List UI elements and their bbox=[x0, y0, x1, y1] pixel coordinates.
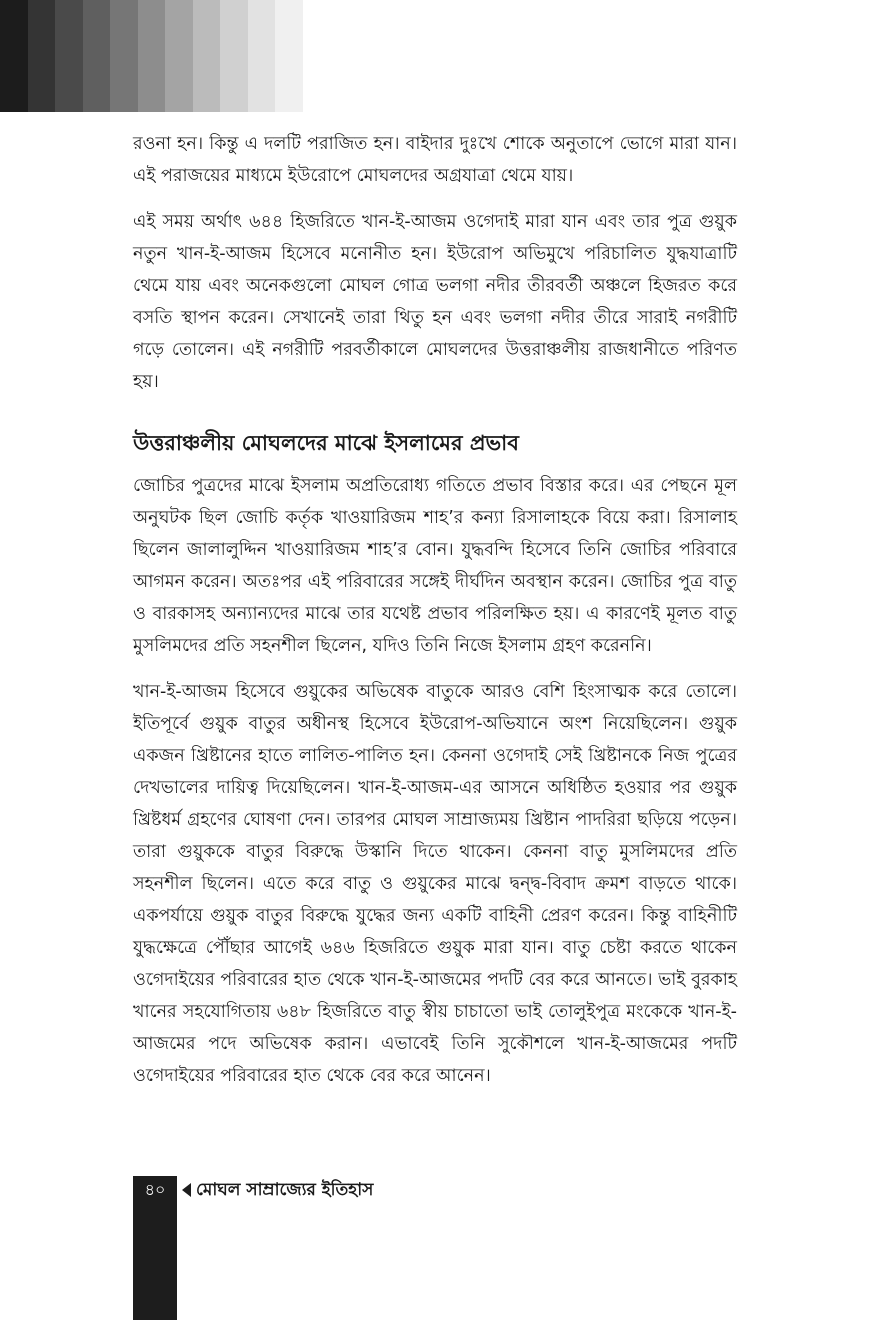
paragraph: খান-ই-আজম হিসেবে গুয়ুকের অভিষেক বাতুকে আরও বেশি হিংসাত্মক করে তোলে। ইতিপূর্বে গুয়ুক বাতুর অধীনস্থ হিসেবে ইউরোপ-অভিযানে অংশ নিয়েছিলেন। গুয়ুক একজন খ্রিষ্টানের হাতে লালিত-পালিত হন। কেননা ওগেদাই সেই খ্রিষ্টানকে নিজ পুত্রের দেখভালের দায়িত্ব দিয়েছিলেন। খান-ই-আজম-এর আসনে অধিষ্ঠিত হওয়ার পর গুয়ুক খ্রিষ্টধর্ম গ্রহণের ঘোষণা দেন। তারপর মোঘল সাম্রাজ্যময় খ্রিষ্টান পাদরিরা ছড়িয়ে পড়েন। তারা গুয়ুককে বাতুর বিরুদ্ধে উস্কানি দিতে থাকেন। কেননা বাতু মুসলিমদের প্রতি সহনশীল ছিলেন। এতে করে বাতু ও গুয়ুকের মাঝে দ্বন্দ্ব-বিবাদ ক্রমশ বাড়তে থাকে। একপর্যায়ে গুয়ুক বাতুর বিরুদ্ধে যুদ্ধের জন্য একটি বাহিনী প্রেরণ করেন। কিন্তু বাহিনীটি যুদ্ধক্ষেত্রে পৌঁছার আগেই ৬৪৬ হিজরিতে গুয়ুক মারা যান। বাতু চেষ্টা করতে থাকেন ওগেদাইয়ের পরিবারের হাত থেকে খান-ই-আজমের পদটি বের করে আনতে। ভাই বুরকাহ খানের সহযোগিতায় ৬৪৮ হিজরিতে বাতু স্বীয় চাচাতো ভাই তোলুইপুত্র মংকেকে খান-ই-আজমের পদে অভিষেক করান। এভাবেই তিনি সুকৌশলে খান-ই-আজমের পদটি ওগেদাইয়ের পরিবারের হাত থেকে বের করে আনেন। bbox=[133, 682, 737, 1086]
gray-swatch bbox=[220, 0, 248, 112]
gray-swatch bbox=[83, 0, 111, 112]
gray-swatch bbox=[0, 0, 28, 112]
gray-swatch bbox=[55, 0, 83, 112]
paragraph: রওনা হন। কিন্তু এ দলটি পরাজিত হন। বাইদার দুঃখে শোকে অনুতাপে ভোগে মারা যান। এই পরাজয়ের মাধ্যমে ইউরোপে মোঘলদের অগ্রযাত্রা থেমে যায়। bbox=[133, 134, 737, 186]
gray-swatch bbox=[28, 0, 56, 112]
gray-swatch bbox=[275, 0, 303, 112]
gray-swatch bbox=[110, 0, 138, 112]
gray-swatch bbox=[248, 0, 276, 112]
page-number: ৪০ bbox=[144, 1180, 166, 1199]
grayscale-strip bbox=[0, 0, 303, 112]
gray-swatch bbox=[165, 0, 193, 112]
paragraph: এই সময় অর্থাৎ ৬৪৪ হিজরিতে খান-ই-আজম ওগেদাই মারা যান এবং তার পুত্র গুয়ুক নতুন খান-ই-আজম হিসেবে মনোনীত হন। ইউরোপ অভিমুখে পরিচালিত যুদ্ধযাত্রাটি থেমে যায় এবং অনেকগুলো মোঘল গোত্র ভলগা নদীর তীরবর্তী অঞ্চলে হিজরত করে বসতি স্থাপন করেন। সেখানেই তারা থিতু হন এবং ভলগা নদীর তীরে সারাই নগরীটি গড়ে তোলেন। এই নগরীটি পরবর্তীকালে মোঘলদের উত্তরাঞ্চলীয় রাজধানীতে পরিণত হয়। bbox=[133, 212, 737, 392]
gray-swatch bbox=[138, 0, 166, 112]
book-title: মোঘল সাম্রাজ্যের ইতিহাস bbox=[196, 1180, 374, 1200]
section-heading: উত্তরাঞ্চলীয় মোঘলদের মাঝে ইসলামের প্রভাব bbox=[133, 431, 519, 455]
gray-swatch bbox=[193, 0, 221, 112]
paragraph: জোচির পুত্রদের মাঝে ইসলাম অপ্রতিরোধ্য গতিতে প্রভাব বিস্তার করে। এর পেছনে মূল অনুঘটক ছিল জোচি কর্তৃক খাওয়ারিজম শাহ’র কন্যা রিসালাহকে বিয়ে করা। রিসালাহ ছিলেন জালালুদ্দিন খাওয়ারিজম শাহ’র বোন। যুদ্ধবন্দি হিসেবে তিনি জোচির পরিবারে আগমন করেন। অতঃপর এই পরিবারের সঙ্গেই দীর্ঘদিন অবস্থান করেন। জোচির পুত্র বাতু ও বারকাসহ অন্যান্যদের মাঝে তার যথেষ্ট প্রভাব পরিলক্ষিত হয়। এ কারণেই মূলত বাতু মুসলিমদের প্রতি সহনশীল ছিলেন, যদিও তিনি নিজে ইসলাম গ্রহণ করেননি। bbox=[133, 476, 737, 656]
page-body bbox=[133, 128, 737, 1106]
triangle-left-icon bbox=[182, 1183, 191, 1197]
